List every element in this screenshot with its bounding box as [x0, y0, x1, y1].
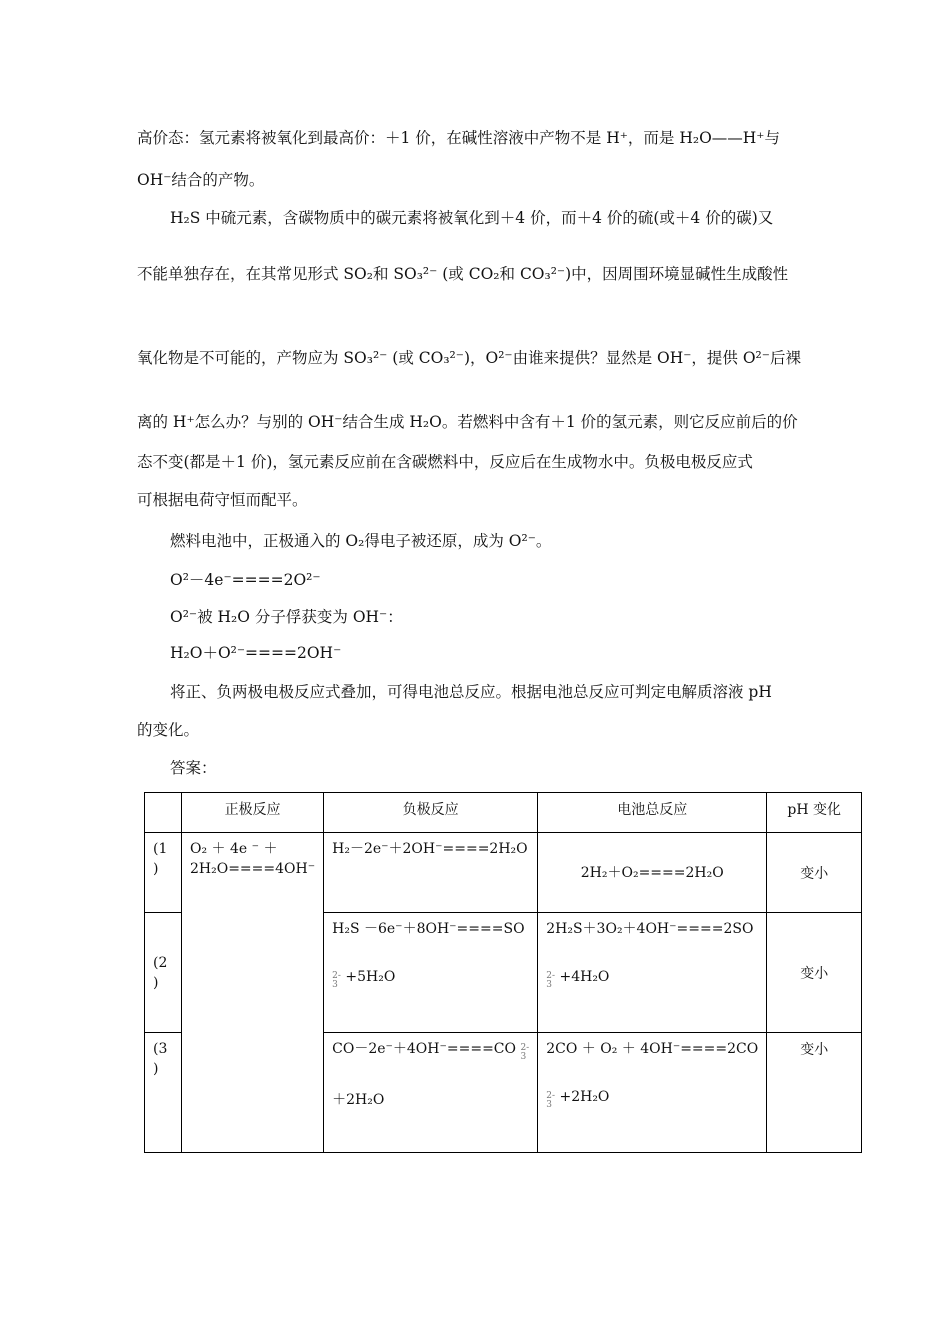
answer-table [144, 792, 862, 1153]
negative-reaction-cell: H₂S －6e⁻＋8OH⁻====SO 2- 3 +5H₂O [324, 913, 538, 1033]
total-reaction-cell: 2CO ＋ O₂ ＋ 4OH⁻====2CO 2- 3 +2H₂O [538, 1033, 767, 1153]
paragraph-line: OH⁻结合的产物。 [137, 171, 265, 189]
ion-charge: 2- 3 [520, 1043, 530, 1062]
paragraph-line: H₂S 中硫元素，含碳物质中的碳元素将被氧化到＋4 价，而＋4 价的硫(或＋4 价的碳)又 [170, 209, 774, 227]
ion-charge: 2- 3 [546, 971, 556, 990]
row-label: (3 ) [145, 1033, 182, 1153]
table-header-cell: 正极反应 [182, 793, 324, 833]
equation-line: O²－4e⁻====2O²⁻ [170, 571, 321, 589]
paragraph-line: 态不变(都是＋1 价)，氢元素反应前在含碳燃料中，反应后在生成物水中。负极电极反应式 [137, 453, 753, 471]
paragraph-line: 将正、负两极电极反应式叠加，可得电池总反应。根据电池总反应可判定电解质溶液 pH [170, 683, 772, 701]
total-reaction-cell: 2H₂S＋3O₂＋4OH⁻====2SO 2- 3 +4H₂O [538, 913, 767, 1033]
table-header-cell [145, 793, 182, 833]
answer-heading: 答案： [170, 759, 217, 777]
paragraph-line: 离的 H⁺怎么办？与别的 OH⁻结合生成 H₂O。若燃料中含有＋1 价的氢元素，则它反应前后的价 [137, 413, 798, 431]
ph-change-cell: 变小 [767, 913, 862, 1033]
ph-change-cell: 变小 [767, 833, 862, 913]
equation-line: H₂O＋O²⁻====2OH⁻ [170, 644, 342, 662]
table-header-row [145, 793, 862, 833]
negative-reaction-cell: H₂－2e⁻＋2OH⁻====2H₂O [324, 833, 538, 913]
paragraph-line: 可根据电荷守恒而配平。 [137, 491, 308, 509]
table-row [145, 833, 862, 913]
negative-reaction-cell: CO－2e⁻＋4OH⁻====CO 2- 3 ＋2H₂O [324, 1033, 538, 1153]
row-label: (2 ) [145, 913, 182, 1033]
table-header-cell: 电池总反应 [538, 793, 767, 833]
paragraph-line: 氧化物是不可能的，产物应为 SO₃²⁻ (或 CO₃²⁻)，O²⁻由谁来提供？显然是 OH⁻，提供 O²⁻后裸 [137, 349, 801, 367]
row-label: (1 ) [145, 833, 182, 913]
ion-charge: 2- 3 [546, 1091, 556, 1110]
paragraph-line: 燃料电池中，正极通入的 O₂得电子被还原，成为 O²⁻。 [170, 532, 552, 550]
paragraph-line: 不能单独存在，在其常见形式 SO₂和 SO₃²⁻ (或 CO₂和 CO₃²⁻)中，因周围环境显碱性生成酸性 [137, 265, 789, 283]
table-header-cell: pH 变化 [767, 793, 862, 833]
positive-reaction-cell: O₂ ＋ 4e ⁻ ＋ 2H₂O====4OH⁻ [182, 833, 324, 1153]
total-reaction-cell: 2H₂＋O₂====2H₂O [538, 833, 767, 913]
paragraph-line: 的变化。 [137, 721, 200, 739]
table-header-cell: 负极反应 [324, 793, 538, 833]
paragraph-line: 高价态：氢元素将被氧化到最高价：＋1 价，在碱性溶液中产物不是 H⁺，而是 H₂O——H⁺与 [137, 129, 780, 147]
ph-change-cell: 变小 [767, 1033, 862, 1153]
paragraph-line: O²⁻被 H₂O 分子俘获变为 OH⁻： [170, 608, 403, 626]
ion-charge: 2- 3 [332, 971, 341, 990]
